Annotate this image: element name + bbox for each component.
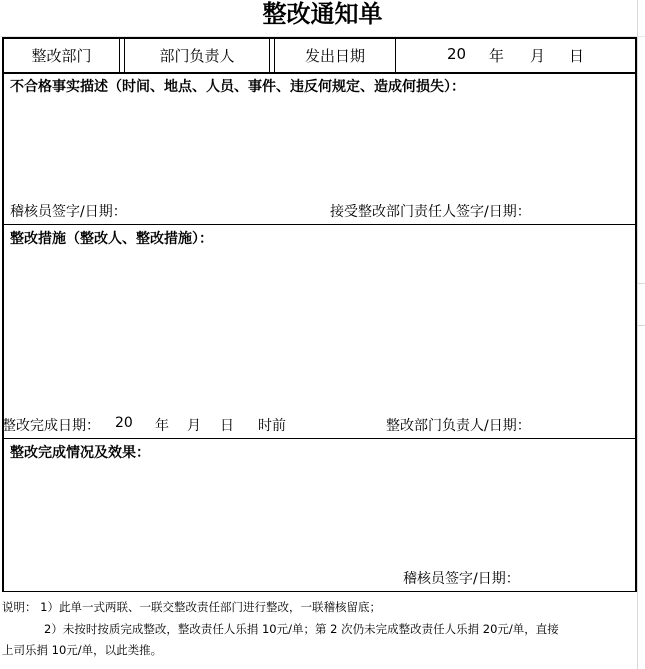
gridline <box>637 325 645 326</box>
auditor-signature-label: 稽核员签字/日期： <box>10 204 127 220</box>
issue-date-label: 发出日期 <box>304 47 365 65</box>
issue-date-prefix: 20 <box>447 45 467 63</box>
gridline <box>637 283 645 284</box>
corrective-measures-heading: 整改措施（整改人、整改措施）： <box>10 231 213 247</box>
completion-date-prefix: 20 <box>115 415 133 431</box>
issue-date-month: 月 <box>530 47 546 65</box>
note-line-2: 2）未按时按质完成整改，整改责任人乐捐 10元/单；第 2 次仍未完成整改责任人乐捐 20元/单，直接 <box>44 622 559 636</box>
completion-date-month: 月 <box>187 418 201 434</box>
receiver-signature-label: 接受整改部门责任人签字/日期： <box>330 204 531 220</box>
gridline <box>637 0 638 669</box>
completion-result-heading: 整改完成情况及效果： <box>10 445 150 461</box>
document-title: 整改通知单 <box>262 0 383 28</box>
issue-date-year: 年 <box>489 47 505 65</box>
issue-date-day: 日 <box>569 47 585 65</box>
header-row-divider <box>2 72 637 74</box>
note-line-3: 上司乐捐 10元/单，以此类推。 <box>2 643 163 657</box>
completion-date-day: 日 <box>220 418 234 434</box>
header-cell-divider <box>395 37 396 73</box>
nonconformity-heading: 不合格事实描述（时间、地点、人员、事件、违反何规定、造成何损失）： <box>10 79 465 95</box>
auditor-signature-label: 稽核员签字/日期： <box>403 571 520 587</box>
table-border-left <box>2 37 4 592</box>
table-border-bottom <box>2 591 637 592</box>
table-border-right <box>635 37 637 592</box>
completion-date-label: 整改完成日期： <box>2 418 100 434</box>
section-divider <box>2 224 637 225</box>
dept-label: 整改部门 <box>31 47 92 65</box>
section-divider <box>2 438 637 439</box>
header-cell-divider <box>269 37 270 73</box>
note-line-1: 说明： 1）此单一式两联、一联交整改责任部门进行整改，一联稽核留底； <box>2 600 381 614</box>
dept-head-label: 部门负责人 <box>159 47 235 65</box>
completion-date-suffix: 时前 <box>258 418 286 434</box>
completion-date-year: 年 <box>155 418 169 434</box>
header-cell-divider <box>119 37 120 73</box>
dept-head-signature-label: 整改部门负责人/日期： <box>386 418 531 434</box>
